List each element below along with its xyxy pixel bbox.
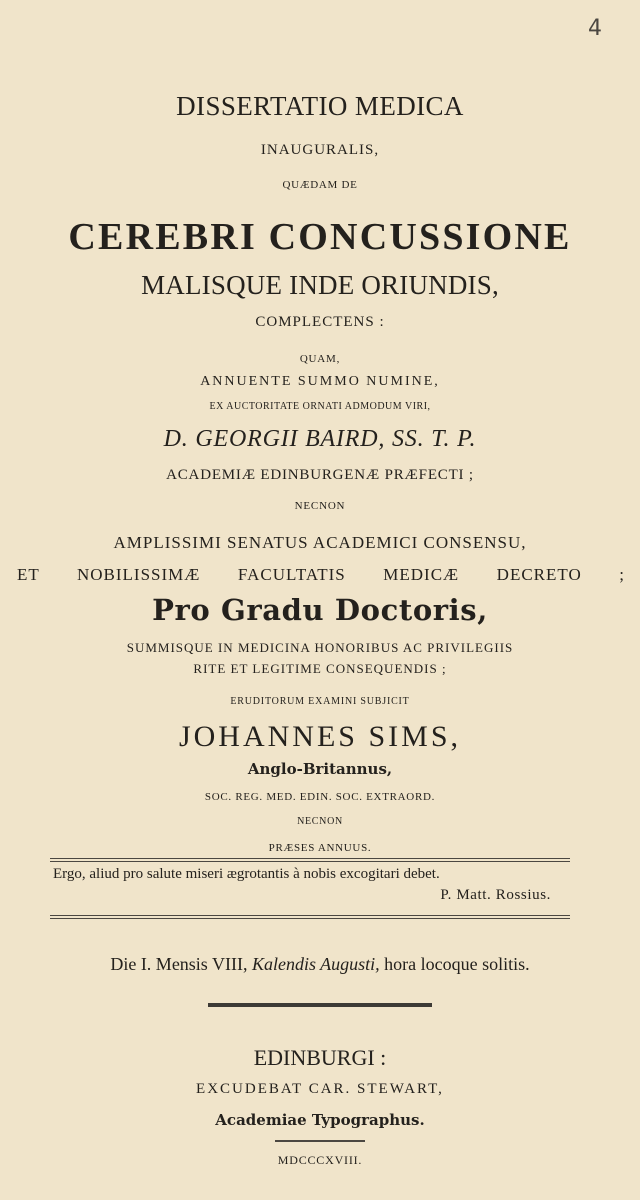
baird-name-line: D. GEORGII BAIRD, SS. T. P. — [163, 426, 477, 452]
motto-author: P. Matt. Rossius. — [440, 887, 551, 903]
necnon-line: NECNON — [294, 500, 346, 512]
date-text-end: hora locoque solitis. — [379, 954, 530, 974]
main-subject-title: CEREBRI CONCUSSIONE — [68, 216, 572, 258]
quam-line: QUAM, — [299, 353, 341, 365]
author-origin: Anglo-Britannus, — [247, 760, 393, 778]
motto-text: Ergo, aliud pro salute miseri ægrotantis à nobis excogitari debet. — [53, 866, 440, 882]
society-line: SOC. REG. MED. EDIN. SOC. EXTRAORD. — [204, 791, 436, 803]
gradu-doctoris-line: Pro Gradu Doctoris, — [152, 593, 488, 627]
facultatis-line: ET NOBILISSIMÆ FACULTATIS MEDICÆ DECRETO ; — [17, 565, 625, 584]
motto-top-rule — [50, 858, 570, 859]
defense-date-line — [0, 954, 640, 975]
quaedam-de-line: QUÆDAM DE — [282, 179, 358, 191]
publication-year: MDCCCXVIII. — [277, 1153, 363, 1167]
printer-role: Academiae Typographus. — [215, 1111, 425, 1129]
consequendis-line: RITE ET LEGITIME CONSEQUENDIS ; — [193, 661, 447, 676]
second-necnon-line: NECNON — [297, 816, 343, 827]
motto-top-rule-inner — [50, 861, 570, 862]
printer-name: EXCUDEBAT CAR. STEWART, — [196, 1081, 444, 1097]
dissertation-title: DISSERTATIO MEDICA — [176, 91, 464, 121]
date-text-start: Die I. Mensis VIII, — [110, 954, 252, 974]
center-divider — [208, 1003, 432, 1007]
academiae-line: ACADEMIÆ EDINBURGENÆ PRÆFECTI ; — [166, 467, 474, 483]
annuente-line: ANNUENTE SUMMO NUMINE, — [200, 374, 440, 389]
motto-bottom-rule-inner — [50, 918, 570, 919]
auctoritate-line: EX AUCTORITATE ORNATI ADMODUM VIRI, — [209, 401, 431, 412]
motto-bottom-rule — [50, 915, 570, 916]
printer-city: EDINBURGI : — [253, 1045, 387, 1070]
subject-continuation: MALISQUE INDE ORIUNDIS, — [141, 270, 499, 300]
inauguralis-line: INAUGURALIS, — [260, 142, 380, 158]
complectens-line: COMPLECTENS : — [255, 314, 385, 330]
privilegiis-line: SUMMISQUE IN MEDICINA HONORIBUS AC PRIVILEGIIS — [126, 640, 514, 655]
senatus-line: AMPLISSIMI SENATUS ACADEMICI CONSENSU, — [113, 533, 527, 552]
praeses-line: PRÆSES ANNUUS. — [268, 842, 372, 854]
examini-line: ERUDITORUM EXAMINI SUBJICIT — [230, 696, 410, 707]
year-divider — [275, 1140, 365, 1142]
author-name: JOHANNES SIMS, — [178, 720, 462, 753]
page-corner-number: 4 — [588, 16, 602, 41]
date-text-italic: Kalendis Augusti, — [251, 954, 380, 974]
